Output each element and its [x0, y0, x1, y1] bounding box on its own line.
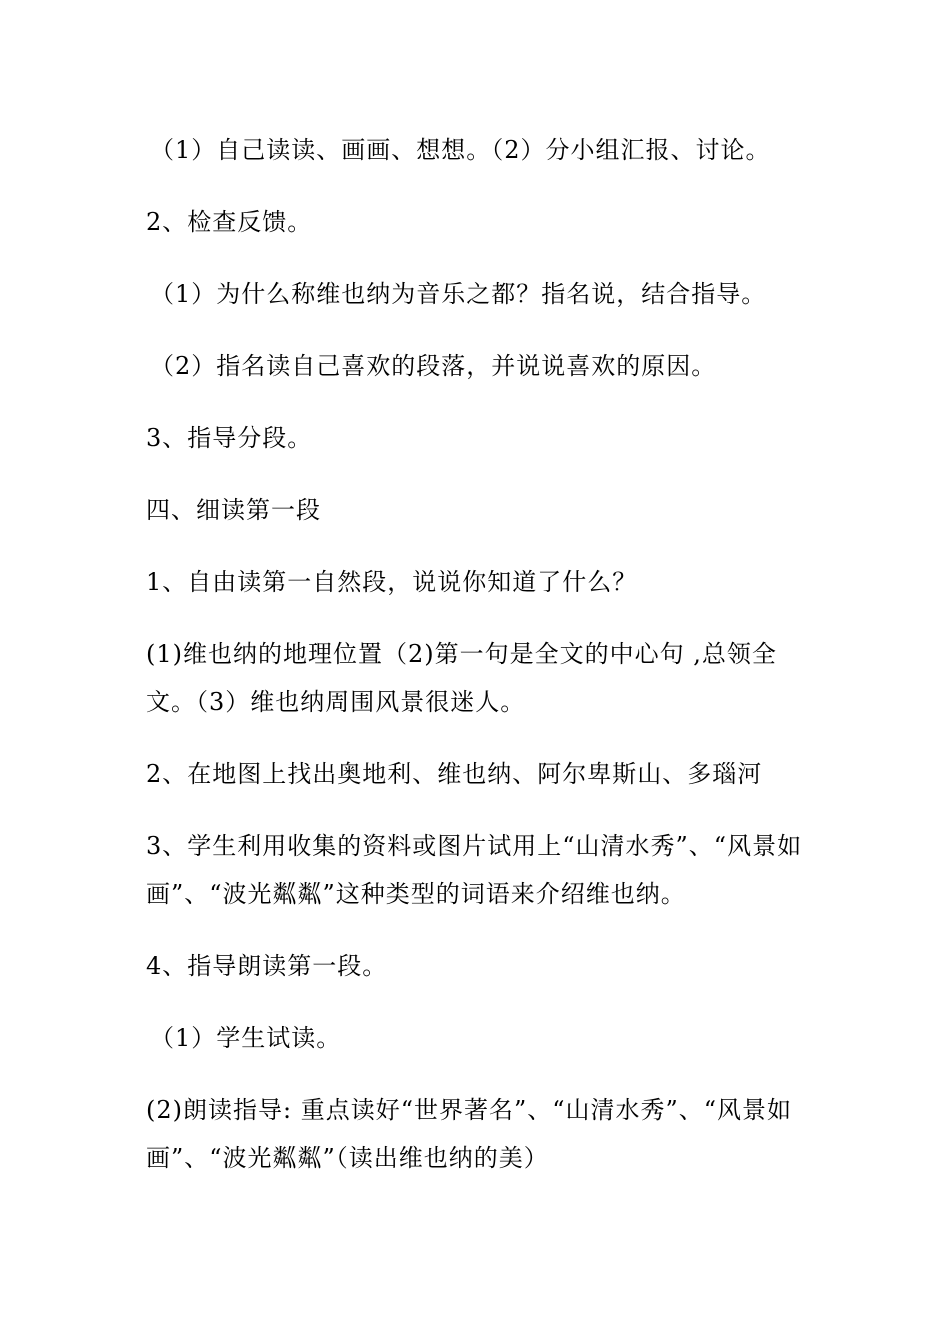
paragraph-2: 2、检查反馈。 [146, 208, 313, 236]
section-heading: 四、细读第一段 [146, 496, 321, 524]
paragraph-13: (2)朗读指导: 重点读好“世界著名”、“山清水秀”、“风景如画”、“波光粼粼”（读出维也纳的美） [146, 1096, 793, 1172]
paragraph-4: （2）指名读自己喜欢的段落，并说说喜欢的原因。 [150, 352, 717, 380]
paragraph-1: （1）自己读读、画画、想想。（2）分小组汇报、讨论。 [150, 136, 771, 164]
paragraph-5: 3、指导分段。 [146, 424, 313, 452]
paragraph-10: 3、学生利用收集的资料或图片试用上“山清水秀”、“风景如画”、“波光粼粼”这种类型的词语来介绍维也纳。 [146, 832, 803, 908]
paragraph-7: 1、自由读第一自然段，说说你知道了什么？ [146, 568, 638, 596]
paragraph-9: 2、在地图上找出奥地利、维也纳、阿尔卑斯山、多瑙河 [146, 760, 763, 788]
paragraph-3: （1）为什么称维也纳为音乐之都？指名说，结合指导。 [150, 280, 767, 308]
paragraph-8: (1)维也纳的地理位置（2)第一句是全文的中心句 ,总领全文。（3）维也纳周围风景很迷人。 [146, 640, 777, 716]
paragraph-11: 4、指导朗读第一段。 [146, 952, 388, 980]
paragraph-12: （1）学生试读。 [150, 1024, 342, 1052]
